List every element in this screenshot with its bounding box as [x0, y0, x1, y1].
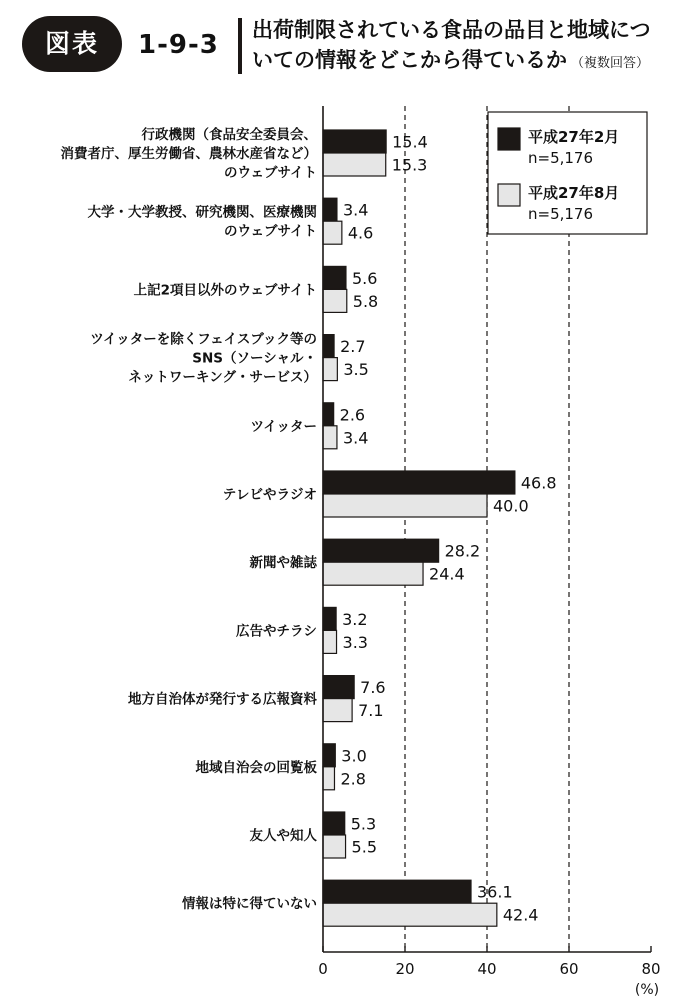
bar-s2-3 — [323, 358, 337, 381]
bar-s2-9 — [323, 767, 334, 790]
legend-swatch-2 — [498, 184, 520, 206]
category-label-7-0: 広告やチラシ — [236, 623, 317, 640]
category-label-4-0: ツイッター — [250, 418, 317, 435]
category-label-9-0: 地域自治会の回覧板 — [195, 759, 317, 776]
figure-badge: 図表 — [22, 16, 122, 72]
category-label-2-0: 上記2項目以外のウェブサイト — [133, 282, 317, 299]
category-label-0-1: 消費者庁、厚生労働省、農林水産省など） — [60, 146, 317, 162]
data-label-s2-6: 24.4 — [429, 564, 465, 584]
data-label-s1-10: 5.3 — [350, 814, 377, 834]
x-unit-label: (%) — [634, 982, 660, 998]
data-label-s2-4: 3.4 — [342, 428, 369, 448]
chart-title-line1: 出荷制限されている食品の品目と地域につ — [252, 18, 651, 42]
bar-s2-8 — [323, 699, 352, 722]
category-label-0-0: 行政機関（食品安全委員会、 — [141, 127, 317, 143]
data-label-s2-9: 2.8 — [340, 769, 366, 789]
data-label-s1-11: 36.1 — [477, 882, 513, 902]
category-label-1-0: 大学・大学教授、研究機関、医療機関 — [87, 204, 317, 221]
legend — [488, 112, 647, 234]
legend-swatch-1 — [498, 128, 520, 150]
data-label-s2-5: 40.0 — [493, 496, 529, 516]
bar-s2-5 — [323, 494, 487, 517]
data-label-s1-1: 3.4 — [342, 200, 369, 220]
chart-title-line2-text: いての情報をどこから得ているか — [252, 48, 567, 72]
x-tick-label-40: 40 — [477, 960, 497, 978]
bar-s1-1 — [323, 198, 337, 221]
data-label-s1-6: 28.2 — [444, 541, 481, 561]
bar-s2-2 — [323, 289, 347, 312]
bar-s1-6 — [323, 539, 439, 562]
data-label-s2-3: 3.5 — [343, 360, 369, 380]
category-label-10-0: 友人や知人 — [249, 828, 317, 844]
bar-s2-4 — [323, 426, 337, 449]
data-label-s1-9: 3.0 — [341, 746, 367, 766]
bar-s2-6 — [323, 562, 423, 585]
data-label-s2-2: 5.8 — [352, 291, 379, 311]
category-label-3-2: ネットワーキング・サービス） — [128, 369, 317, 386]
data-label-s1-8: 7.6 — [360, 678, 386, 698]
figure-number: 1-9-3 — [138, 30, 219, 60]
data-label-s2-7: 3.3 — [342, 632, 368, 652]
bar-s1-10 — [323, 812, 345, 835]
data-label-s1-7: 3.2 — [342, 609, 368, 629]
category-label-3-0: ツイッターを除くフェイスブック等の — [90, 331, 317, 348]
bars-layer — [323, 130, 557, 926]
data-label-s2-0: 15.3 — [391, 155, 428, 175]
bar-s1-3 — [323, 335, 334, 358]
bar-s2-10 — [323, 835, 346, 858]
legend-name-1: 平成27年2月 — [528, 128, 620, 146]
data-label-s1-3: 2.7 — [340, 337, 366, 357]
legend-n-1: n=5,176 — [528, 149, 594, 167]
category-labels-layer — [61, 126, 318, 912]
bar-s2-0 — [323, 153, 386, 176]
data-label-s1-0: 15.4 — [392, 132, 428, 152]
category-label-8-0: 地方自治体が発行する広報資料 — [128, 691, 317, 708]
category-label-5-0: テレビやラジオ — [222, 487, 317, 503]
category-label-3-1: SNS（ソーシャル・ — [192, 350, 317, 367]
category-label-6-0: 新聞や雑誌 — [249, 555, 317, 572]
category-label-0-2: のウェブサイト — [223, 165, 317, 181]
bar-s2-11 — [323, 903, 497, 926]
data-label-s1-4: 2.6 — [339, 405, 366, 425]
category-label-11-0: 情報は特に得ていない — [182, 896, 317, 913]
bar-s1-9 — [323, 744, 335, 767]
bar-s2-7 — [323, 630, 337, 653]
bar-s1-0 — [323, 130, 386, 153]
legend-n-2: n=5,176 — [528, 205, 594, 223]
bar-s1-8 — [323, 676, 354, 699]
x-tick-label-60: 60 — [559, 960, 579, 978]
bar-s1-5 — [323, 471, 515, 494]
data-label-s2-8: 7.1 — [358, 701, 384, 721]
bar-s1-11 — [323, 880, 471, 903]
data-label-s2-1: 4.6 — [347, 223, 374, 243]
category-label-1-1: のウェブサイト — [223, 223, 317, 240]
bar-s1-7 — [323, 607, 336, 630]
x-tick-label-20: 20 — [395, 960, 415, 978]
bar-s2-1 — [323, 221, 342, 244]
data-label-s1-2: 5.6 — [351, 268, 378, 288]
x-tick-label-0: 0 — [318, 960, 328, 978]
data-label-s1-5: 46.8 — [520, 473, 557, 493]
legend-name-2: 平成27年8月 — [528, 184, 620, 202]
chart-title-note: （複数回答） — [571, 56, 650, 71]
data-label-s2-11: 42.4 — [502, 905, 539, 925]
data-label-s2-10: 5.5 — [351, 837, 378, 857]
bar-s1-2 — [323, 266, 346, 289]
x-tick-label-80: 80 — [641, 960, 661, 978]
bar-s1-4 — [323, 403, 334, 426]
